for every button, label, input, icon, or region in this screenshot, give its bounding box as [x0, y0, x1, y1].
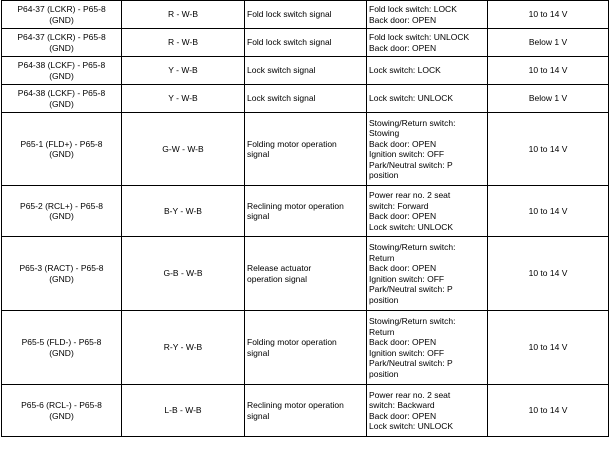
- condition-cell: Stowing/Return switch: Return Back door: OPEN Ignition switch: OFF Park/Neutral switch: P position: [367, 237, 488, 311]
- condition-cell: Stowing/Return switch: Return Back door: OPEN Ignition switch: OFF Park/Neutral switch: P position: [367, 311, 488, 385]
- condition-cell: Power rear no. 2 seat switch: Forward Back door: OPEN Lock switch: UNLOCK: [367, 186, 488, 237]
- terminal-cell: P65-2 (RCL+) - P65-8 (GND): [2, 186, 122, 237]
- table-row: [2, 85, 609, 113]
- condition-cell: Fold lock switch: LOCK Back door: OPEN: [367, 1, 488, 29]
- specified-condition-cell: 10 to 14 V: [488, 57, 609, 85]
- wiring-color-cell: L-B - W-B: [122, 385, 245, 437]
- terminal-cell: P64-37 (LCKR) - P65-8 (GND): [2, 1, 122, 29]
- terminal-cell: P64-37 (LCKR) - P65-8 (GND): [2, 29, 122, 57]
- table-row: [2, 311, 609, 385]
- description-cell: Lock switch signal: [245, 57, 367, 85]
- terminal-spec-table: [1, 0, 609, 437]
- table-row: [2, 237, 609, 311]
- table-row: [2, 29, 609, 57]
- specified-condition-cell: Below 1 V: [488, 85, 609, 113]
- terminal-cell: P65-6 (RCL-) - P65-8 (GND): [2, 385, 122, 437]
- wiring-color-cell: R-Y - W-B: [122, 311, 245, 385]
- terminal-cell: P65-5 (FLD-) - P65-8 (GND): [2, 311, 122, 385]
- description-cell: Release actuator operation signal: [245, 237, 367, 311]
- specified-condition-cell: Below 1 V: [488, 29, 609, 57]
- description-cell: Reclining motor operation signal: [245, 385, 367, 437]
- condition-cell: Lock switch: LOCK: [367, 57, 488, 85]
- specified-condition-cell: 10 to 14 V: [488, 385, 609, 437]
- specified-condition-cell: 10 to 14 V: [488, 113, 609, 186]
- condition-cell: Lock switch: UNLOCK: [367, 85, 488, 113]
- description-cell: Folding motor operation signal: [245, 113, 367, 186]
- specified-condition-cell: 10 to 14 V: [488, 311, 609, 385]
- description-cell: Reclining motor operation signal: [245, 186, 367, 237]
- description-cell: Fold lock switch signal: [245, 29, 367, 57]
- condition-cell: Stowing/Return switch: Stowing Back door: OPEN Ignition switch: OFF Park/Neutral switch: P position: [367, 113, 488, 186]
- condition-cell: Fold lock switch: UNLOCK Back door: OPEN: [367, 29, 488, 57]
- table-row: [2, 385, 609, 437]
- terminal-cell: P64-38 (LCKF) - P65-8 (GND): [2, 85, 122, 113]
- terminal-cell: P65-3 (RACT) - P65-8 (GND): [2, 237, 122, 311]
- description-cell: Fold lock switch signal: [245, 1, 367, 29]
- specified-condition-cell: 10 to 14 V: [488, 186, 609, 237]
- condition-cell: Power rear no. 2 seat switch: Backward Back door: OPEN Lock switch: UNLOCK: [367, 385, 488, 437]
- terminal-cell: P65-1 (FLD+) - P65-8 (GND): [2, 113, 122, 186]
- specified-condition-cell: 10 to 14 V: [488, 1, 609, 29]
- wiring-color-cell: Y - W-B: [122, 57, 245, 85]
- wiring-color-cell: B-Y - W-B: [122, 186, 245, 237]
- wiring-color-cell: R - W-B: [122, 1, 245, 29]
- description-cell: Folding motor operation signal: [245, 311, 367, 385]
- table-row: [2, 57, 609, 85]
- wiring-color-cell: R - W-B: [122, 29, 245, 57]
- terminal-cell: P64-38 (LCKF) - P65-8 (GND): [2, 57, 122, 85]
- wiring-color-cell: Y - W-B: [122, 85, 245, 113]
- table-row: [2, 1, 609, 29]
- wiring-color-cell: G-B - W-B: [122, 237, 245, 311]
- specified-condition-cell: 10 to 14 V: [488, 237, 609, 311]
- table-row: [2, 113, 609, 186]
- wiring-color-cell: G-W - W-B: [122, 113, 245, 186]
- description-cell: Lock switch signal: [245, 85, 367, 113]
- table-row: [2, 186, 609, 237]
